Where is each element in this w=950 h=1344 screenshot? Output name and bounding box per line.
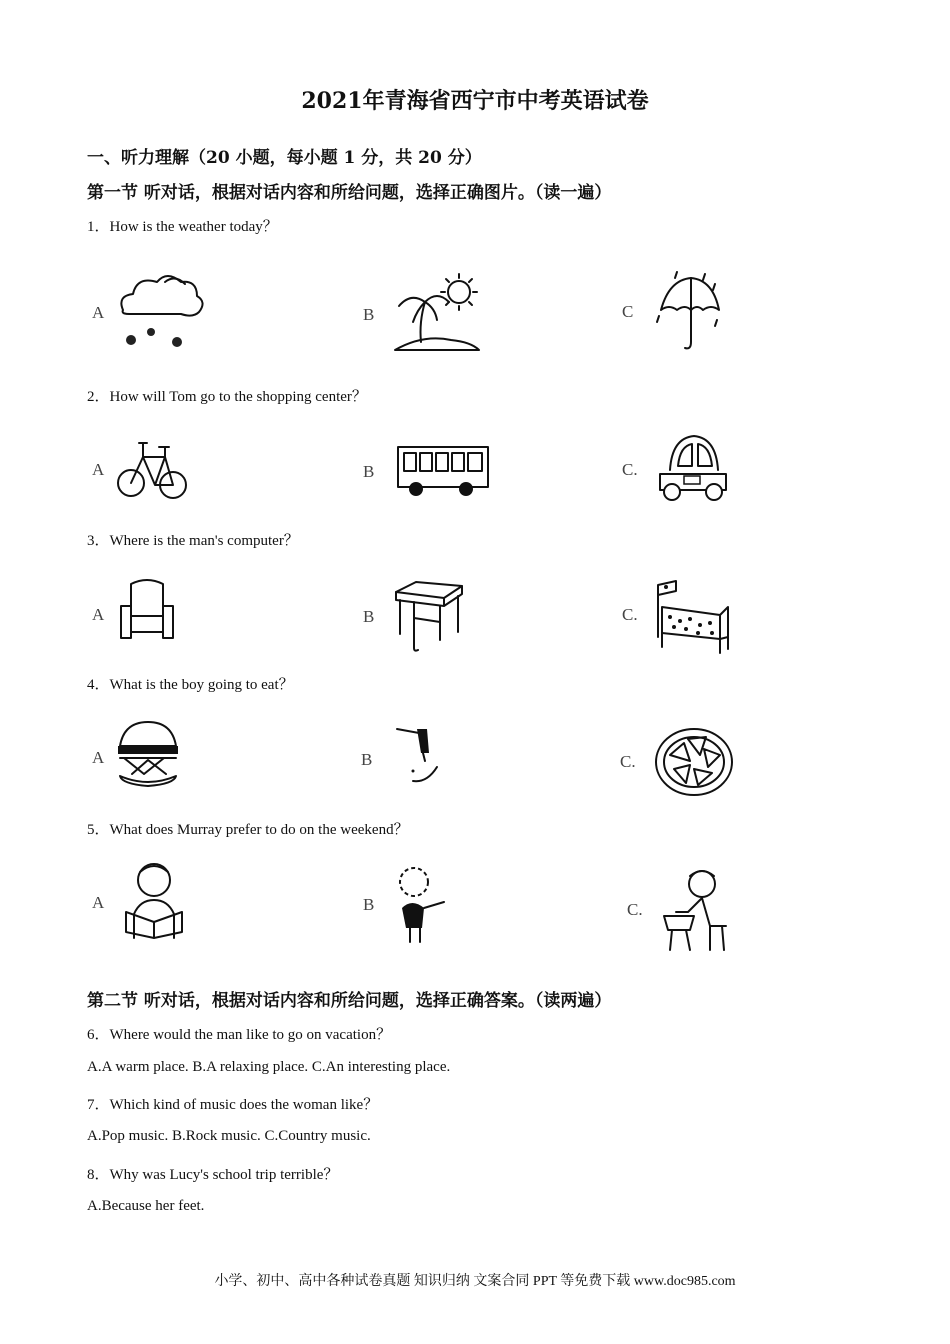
question-7-options: A.Pop music. B.Rock music. C.Country music. [87, 1128, 371, 1144]
question-7: 7．Which kind of music does the woman like？ [87, 1097, 379, 1113]
reading-boy-icon [114, 858, 194, 942]
option-label-a: A [92, 893, 105, 912]
page-title: 2021年青海省西宁市中考英语试卷 [301, 88, 649, 114]
hamburger-icon [114, 718, 184, 788]
question-2: 2．How will Tom go to the shopping center？ [87, 389, 367, 405]
option-label-a: A [92, 748, 105, 767]
bed-icon [654, 577, 734, 655]
section-heading: 一、听力理解（20 小题，每小题 1 分，共 20 分） [87, 148, 482, 168]
option-label-b: B [363, 895, 375, 914]
armchair-icon [117, 576, 182, 646]
washing-boy-icon [660, 866, 735, 956]
question-6: 6．Where would the man like to go on vacation？ [87, 1027, 392, 1043]
drink-icon [393, 723, 448, 785]
option-label-b: B [363, 607, 375, 626]
part-heading-1: 第一节 听对话，根据对话内容和所给问题，选择正确图片。（读一遍） [87, 183, 612, 203]
option-label-a: A [92, 303, 105, 322]
bus-icon [394, 441, 494, 499]
page-footer: 小学、初中、高中各种试卷真题 知识归纳 文案合同 PPT 等免费下载 www.doc985.com [214, 1274, 736, 1289]
option-label-a: A [92, 605, 105, 624]
taxi-icon [656, 430, 731, 505]
question-8-options: A.Because her feet. [87, 1198, 205, 1214]
bicycle-icon [115, 433, 190, 501]
desk-icon [392, 578, 467, 653]
question-3: 3．Where is the man's computer？ [87, 533, 299, 549]
snow-cloud-icon [115, 268, 210, 358]
option-label-c: C. [622, 605, 638, 624]
option-label-a: A [92, 460, 105, 479]
option-label-b: B [361, 750, 373, 769]
question-5: 5．What does Murray prefer to do on the weekend？ [87, 822, 409, 838]
option-label-c: C [622, 302, 634, 321]
option-label-b: B [363, 305, 375, 324]
umbrella-rain-icon [655, 270, 725, 354]
question-1: 1．How is the weather today？ [87, 219, 278, 235]
option-label-c: C. [627, 900, 643, 919]
painting-boy-icon [392, 862, 457, 944]
fruit-plate-icon [654, 725, 736, 797]
option-label-b: B [363, 462, 375, 481]
option-label-c: C. [622, 460, 638, 479]
question-6-options: A.A warm place. B.A relaxing place. C.An interesting place. [87, 1059, 451, 1075]
question-4: 4．What is the boy going to eat？ [87, 677, 294, 693]
option-label-c: C. [620, 752, 636, 771]
part-heading-2: 第二节 听对话，根据对话内容和所给问题，选择正确答案。（读两遍） [87, 991, 612, 1011]
question-8: 8．Why was Lucy's school trip terrible？ [87, 1167, 339, 1183]
island-sun-icon [393, 272, 488, 354]
